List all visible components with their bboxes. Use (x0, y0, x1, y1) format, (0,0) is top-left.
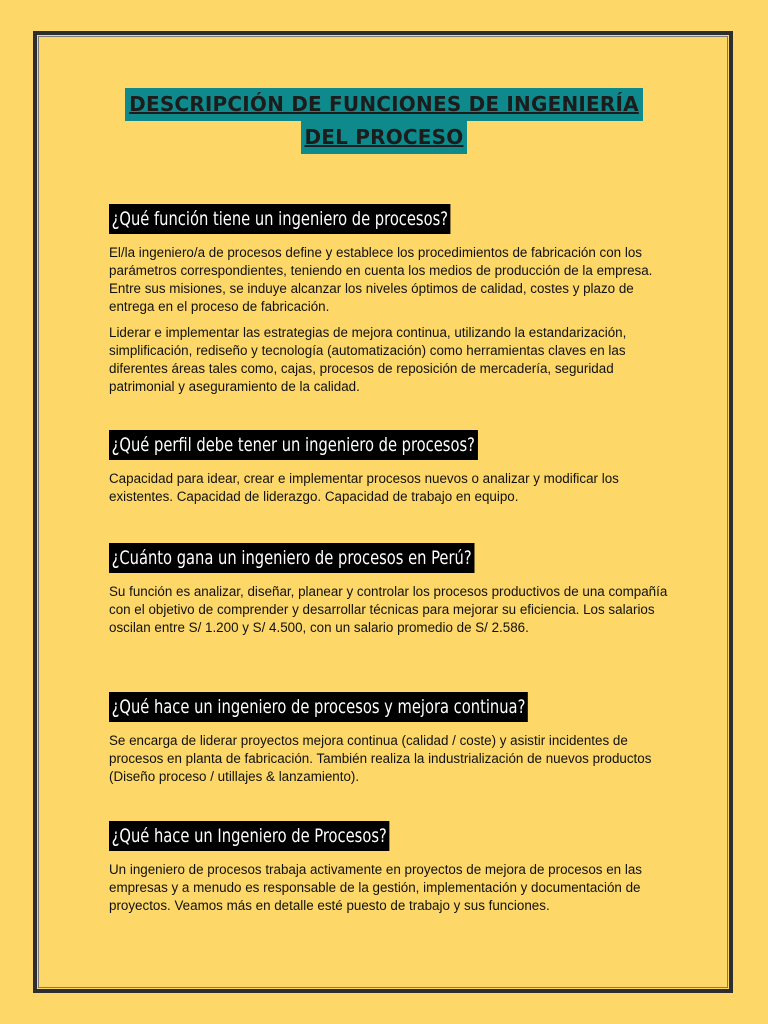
section-heading: ¿Cuánto gana un ingeniero de procesos en Perú? (109, 543, 474, 573)
section-heading: ¿Qué perfil debe tener un ingeniero de procesos? (109, 430, 478, 460)
section-funcion (109, 204, 669, 396)
section-paragraph: Capacidad para idear, crear e implementar procesos nuevos o analizar y modificar los existentes. Capacidad de liderazgo. Capacidad de trabajo en equipo. (109, 471, 619, 504)
title-line-1: DESCRIPCIÓN DE FUNCIONES DE INGENIERÍA (125, 88, 643, 121)
section-paragraph: El/la ingeniero/a de procesos define y establece los procedimientos de fabricación con los parámetros correspondientes, teniendo en cuenta los medios de producción de la empresa. Entre sus misiones, se induye alcanzar los niveles óptimos de calidad, costes y plazo de entrega en el proceso de fabricación. (109, 245, 653, 314)
section-paragraph: Se encarga de liderar proyectos mejora continua (calidad / coste) y asistir incidentes de procesos en planta de fabricación. También realiza la industrialización de nuevos productos (Diseño proceso / utillajes & lanzamiento). (109, 733, 652, 784)
section-paragraph: Su función es analizar, diseñar, planear y controlar los procesos productivos de una compañía con el objetivo de comprender y desarrollar técnicas para mejorar su eficiencia. Los salarios oscilan entre S/ 1.200 y S/ 4.500, con un salario promedio de S/ 2.586. (109, 584, 668, 635)
title-line-2: DEL PROCESO (301, 121, 468, 154)
section-salario (109, 543, 669, 637)
section-que-hace (109, 821, 669, 915)
section-heading: ¿Qué hace un ingeniero de procesos y mejora continua? (109, 692, 528, 722)
section-heading: ¿Qué hace un Ingeniero de Procesos? (109, 821, 389, 851)
section-paragraph: Liderar e implementar las estrategias de mejora continua, utilizando la estandarización, simplificación, rediseño y tecnología (automatización) como herramientas claves en las diferentes áreas tales como, cajas, procesos de reposición de mercadería, seguridad patrimonial y aseguramiento de la calidad. (109, 325, 627, 394)
section-mejora-continua (109, 692, 669, 786)
document-title (0, 88, 768, 154)
section-perfil (109, 430, 669, 506)
section-heading: ¿Qué función tiene un ingeniero de procesos? (109, 204, 451, 234)
section-paragraph: Un ingeniero de procesos trabaja activamente en proyectos de mejora de procesos en las empresas y a menudo es responsable de la gestión, implementación y documentación de proyectos. Veamos más en detalle esté puesto de trabajo y sus funciones. (109, 862, 642, 913)
